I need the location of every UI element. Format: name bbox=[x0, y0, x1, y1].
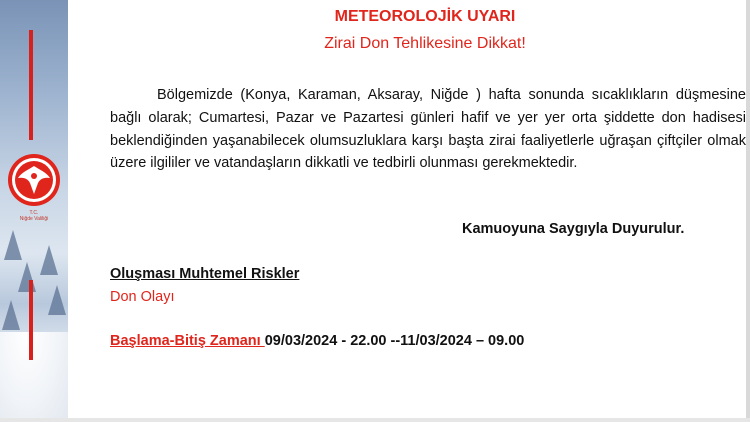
tree-shape bbox=[40, 245, 58, 275]
warning-subtitle: Zirai Don Tehlikesine Dikkat! bbox=[324, 35, 526, 52]
tree-shape bbox=[48, 285, 66, 315]
tree-shape bbox=[4, 230, 22, 260]
closing-line: Kamuoyuna Saygıyla Duyurulur. bbox=[462, 221, 685, 237]
risks-heading: Oluşması Muhtemel Riskler bbox=[110, 266, 300, 282]
emblem-caption-line1: T.C. bbox=[29, 210, 39, 216]
winter-side-panel bbox=[0, 0, 68, 422]
warning-title: METEOROLOJİK UYARI bbox=[334, 8, 516, 25]
time-range-value: 09/03/2024 - 22.00 --11/03/2024 – 09.00 bbox=[264, 333, 525, 349]
right-edge-strip bbox=[746, 0, 750, 422]
emblem-caption bbox=[6, 210, 62, 222]
tree-shape bbox=[2, 300, 20, 330]
red-accent-bar-bottom bbox=[29, 280, 33, 360]
emblem-caption-line2: Niğde Valiliği bbox=[19, 216, 49, 222]
warning-paragraph: Bölgemizde (Konya, Karaman, Aksaray, Niğde ) hafta sonunda sıcaklıkların düşmesine bağlı olarak; Cumartesi, Pazar ve Pazartesi günleri hafif ve yer yer orta şiddette don hadisesi beklendiğinden yaşanabilecek olumsuzluklara karşı başta zirai faaliyetlerle uğraşan çiftçiler olmak üzere ilgililer ve vatandaşların dikkatli ve tedbirli olunması gerekmektedir. bbox=[110, 87, 746, 172]
snow-ground bbox=[0, 332, 68, 422]
time-range-label: Başlama-Bitiş Zamanı bbox=[110, 333, 265, 349]
time-range bbox=[110, 333, 524, 349]
bottom-edge-strip bbox=[0, 418, 750, 422]
risks-value: Don Olayı bbox=[110, 289, 175, 305]
governorship-emblem-icon bbox=[6, 152, 62, 208]
tree-shape bbox=[18, 262, 36, 292]
